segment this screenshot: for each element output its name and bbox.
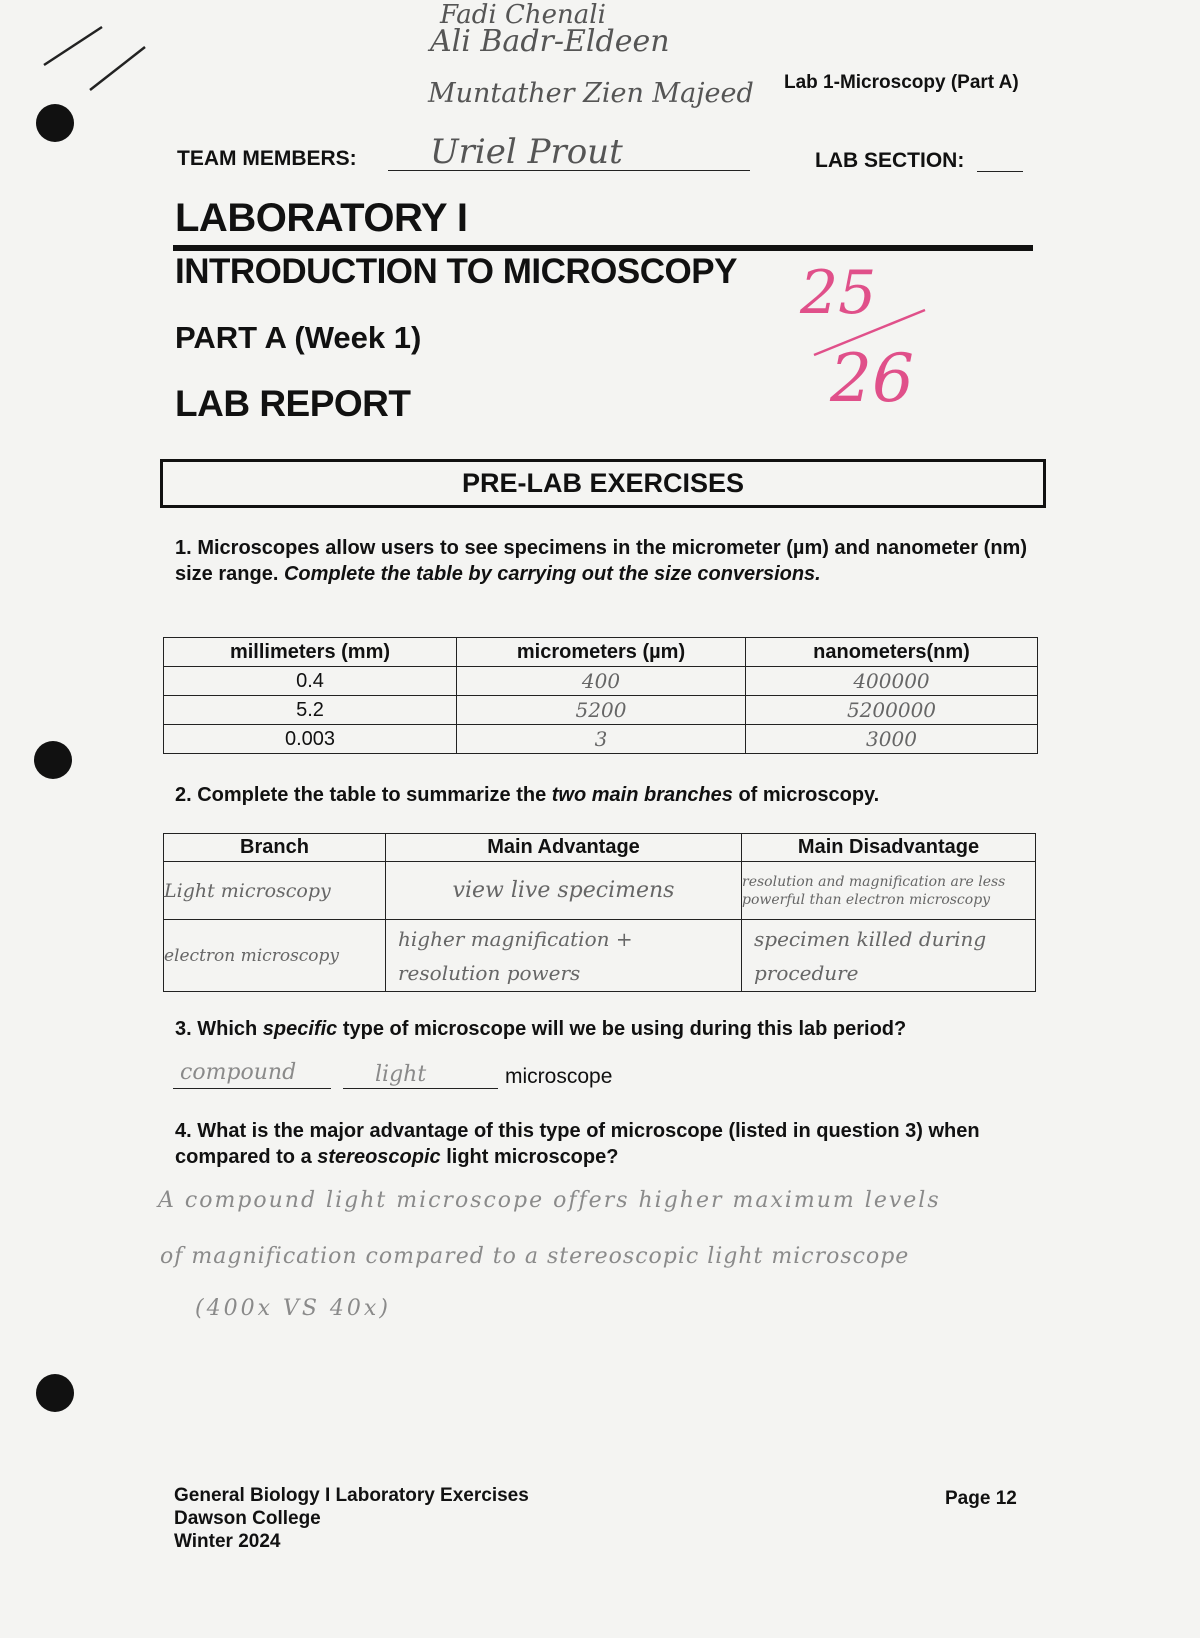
grade-total: 26 <box>830 340 914 417</box>
question-2-text-c: of microscopy. <box>732 784 880 806</box>
lab-section-underline <box>977 171 1023 172</box>
question-1-instruction: Complete the table by carrying out the size conversions. <box>283 563 821 585</box>
branch-table-header: Main Disadvantage <box>742 834 1036 862</box>
table-row <box>164 862 1036 920</box>
question-3-text-b: specific <box>262 1018 338 1040</box>
branch-name: electron microscopy <box>164 920 386 992</box>
team-name-1: Fadi Chenali <box>440 0 606 30</box>
question-4-text-a: 4. What is the major advantage of this type of microscope (listed in question 3) when compared to a <box>175 1120 980 1168</box>
title-rule <box>173 245 1033 251</box>
branch-disadvantage: resolution and magnification are less powerful than electron microscopy <box>742 862 1036 920</box>
table-row <box>164 920 1036 992</box>
footer <box>174 1484 529 1553</box>
branch-table-header: Main Advantage <box>386 834 742 862</box>
table-row <box>164 725 1038 754</box>
course-tag: Lab 1-Microscopy (Part A) <box>784 72 1019 93</box>
punch-hole-top <box>36 104 74 142</box>
team-members-label: TEAM MEMBERS: <box>177 147 357 170</box>
table-row <box>164 667 1038 696</box>
report-title: LAB REPORT <box>175 383 411 424</box>
question-3-answer-1: compound <box>180 1060 297 1085</box>
branch-table-header: Branch <box>164 834 386 862</box>
question-3-suffix: microscope <box>505 1065 613 1088</box>
question-4-answer-line-2: of magnification compared to a stereoscopic light microscope <box>160 1244 910 1269</box>
question-3-answer-2: light <box>375 1062 427 1087</box>
nm-value: 400000 <box>746 667 1038 696</box>
question-2-text-b: two main branches <box>551 784 733 806</box>
size-conversion-table <box>163 637 1038 754</box>
nm-value: 3000 <box>746 725 1038 754</box>
lab-title: LABORATORY I <box>175 196 468 240</box>
question-3 <box>175 1016 906 1042</box>
branch-advantage: view live specimens <box>386 862 742 920</box>
team-name-3: Muntather Zien Majeed <box>428 78 754 109</box>
um-value: 3 <box>457 725 746 754</box>
page-number: Page 12 <box>945 1488 1017 1509</box>
branch-name: Light microscopy <box>164 862 386 920</box>
question-2 <box>175 782 879 808</box>
team-members-underline <box>388 170 750 171</box>
pen-check-marks <box>30 15 160 105</box>
um-value: 400 <box>457 667 746 696</box>
um-value: 5200 <box>457 696 746 725</box>
punch-hole-middle <box>34 741 72 779</box>
table-row <box>164 696 1038 725</box>
lab-section-label: LAB SECTION: <box>815 149 965 172</box>
question-4 <box>175 1118 1035 1170</box>
prelab-heading: PRE-LAB EXERCISES <box>461 468 745 498</box>
question-4-text-c: light microscope? <box>440 1146 619 1168</box>
branch-advantage: higher magnification + resolution powers <box>386 920 742 992</box>
intro-title: INTRODUCTION TO MICROSCOPY <box>175 252 737 291</box>
part-title: PART A (Week 1) <box>175 320 422 355</box>
footer-line-1: General Biology I Laboratory Exercises <box>174 1485 529 1506</box>
question-4-text-b: stereoscopic <box>317 1146 441 1168</box>
question-3-text-c: type of microscope will we be using during this lab period? <box>337 1018 907 1040</box>
footer-line-3: Winter 2024 <box>174 1531 281 1552</box>
question-4-answer-line-1: A compound light microscope offers higher maximum levels <box>158 1188 941 1213</box>
grade-score: 25 <box>800 258 877 328</box>
footer-line-2: Dawson College <box>174 1508 321 1529</box>
mm-value: 0.003 <box>164 725 457 754</box>
team-name-2: Ali Badr-Eldeen <box>430 24 670 59</box>
answer-1-underline <box>173 1088 331 1089</box>
branch-disadvantage: specimen killed during procedure <box>742 920 1036 992</box>
microscopy-branches-table <box>163 833 1036 992</box>
answer-2-underline <box>343 1088 498 1089</box>
question-3-text-a: 3. Which <box>175 1018 263 1040</box>
mm-value: 5.2 <box>164 696 457 725</box>
question-4-answer-line-3: (400x VS 40x) <box>195 1296 391 1321</box>
nm-value: 5200000 <box>746 696 1038 725</box>
size-table-header: micrometers (µm) <box>457 638 746 667</box>
question-1 <box>175 535 1027 587</box>
size-table-header: nanometers(nm) <box>746 638 1038 667</box>
question-2-text-a: 2. Complete the table to summarize the <box>175 784 552 806</box>
mm-value: 0.4 <box>164 667 457 696</box>
prelab-heading-box <box>160 459 1046 508</box>
punch-hole-bottom <box>36 1374 74 1412</box>
size-table-header: millimeters (mm) <box>164 638 457 667</box>
question-1-text: 1. Microscopes allow users to see specimens in the micrometer (µm) and nanometer (nm) size range. <box>175 537 1027 585</box>
team-name-4: Uriel Prout <box>430 132 623 172</box>
